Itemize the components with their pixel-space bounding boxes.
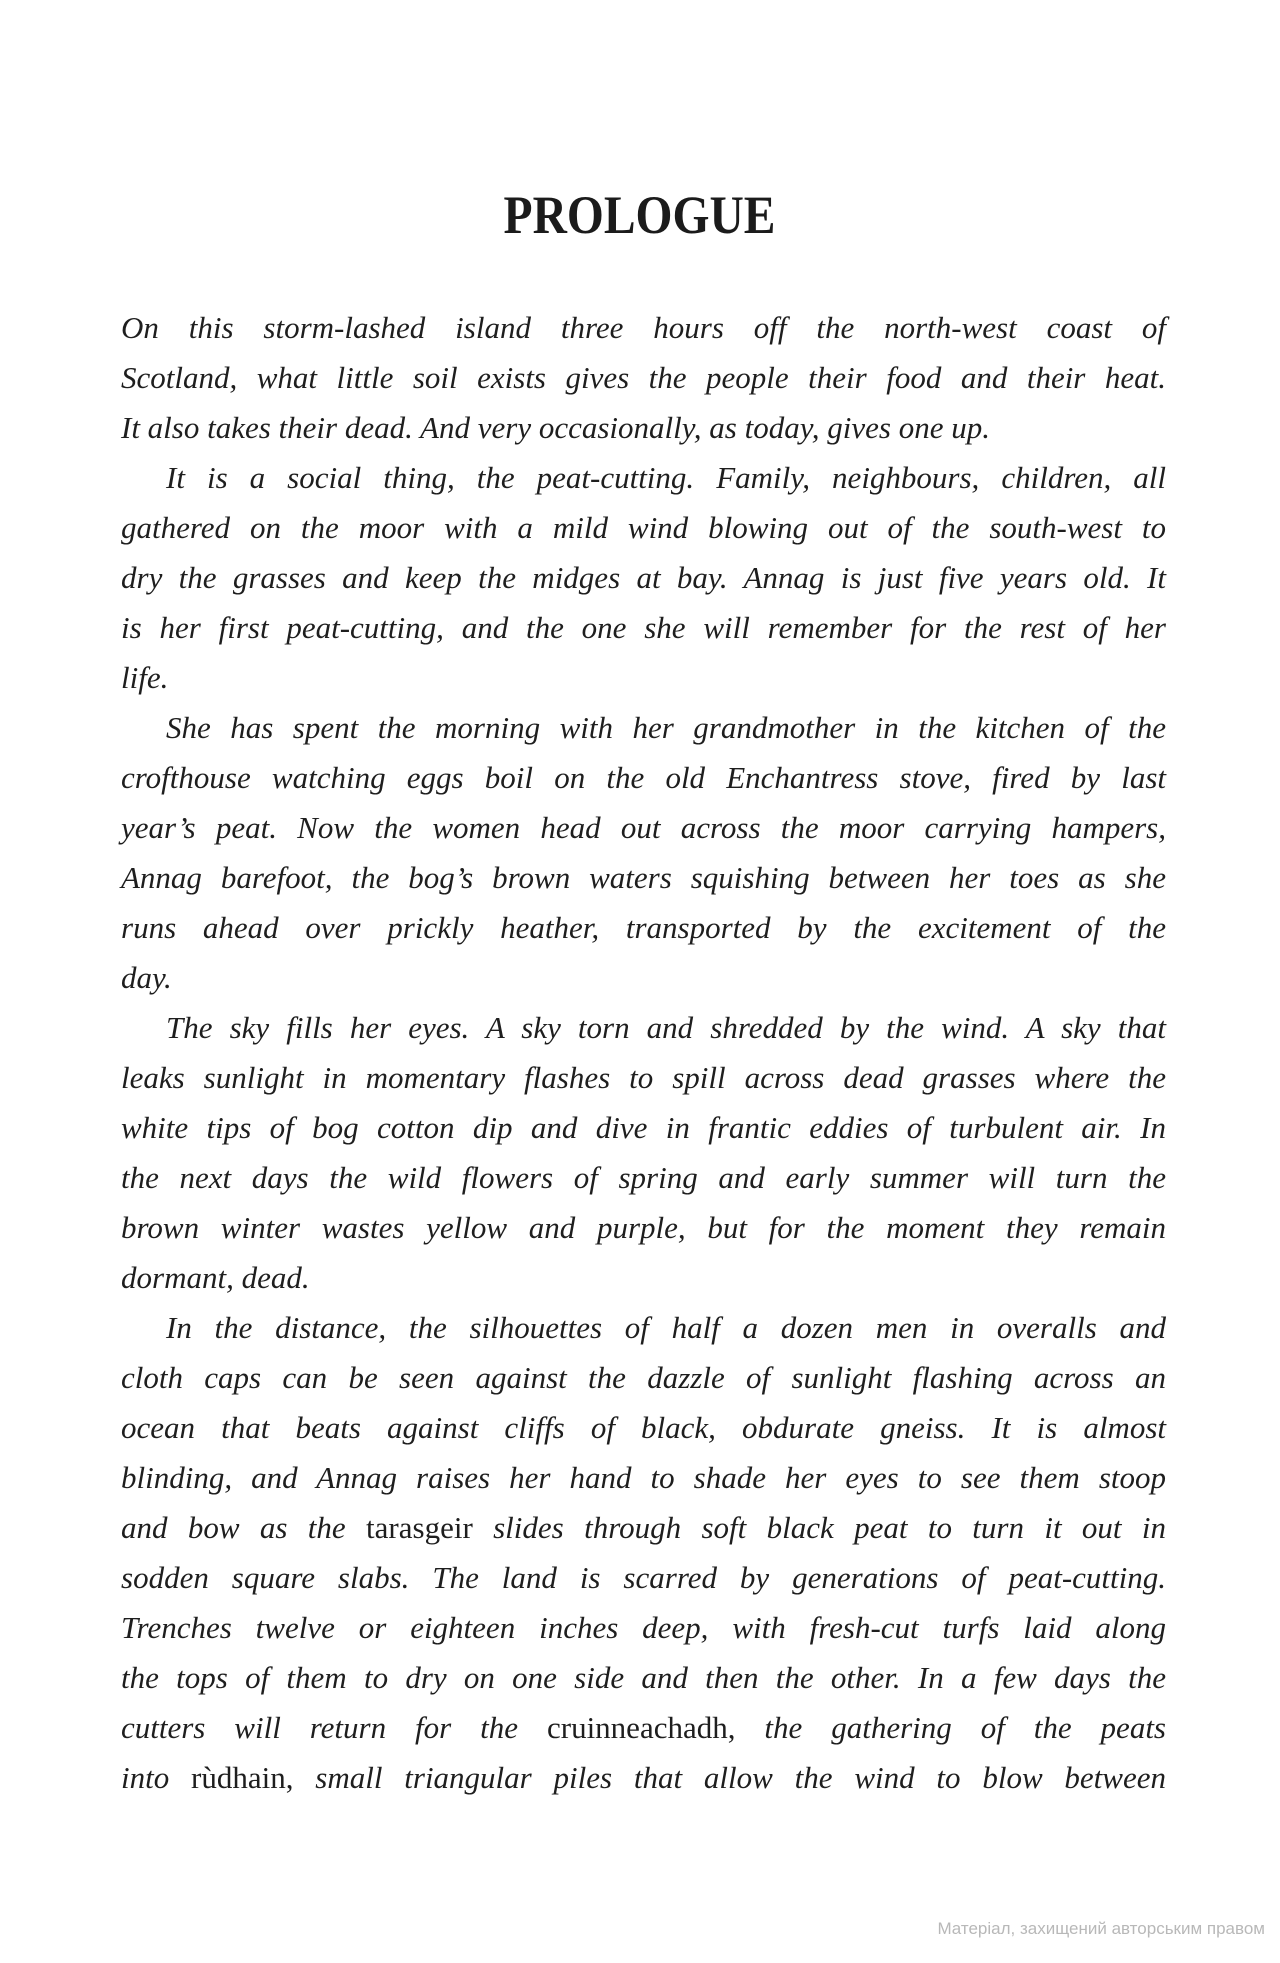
text-line: Scotland, what little soil exists gives the people their food and their heat. (121, 360, 1166, 395)
text-line: The sky fills her eyes. A sky torn and shredded by the wind. A sky that (166, 1010, 1166, 1045)
text-line: runs ahead over prickly heather, transported by the excitement of the (121, 910, 1166, 945)
copyright-watermark: Матеріал, захищений авторським правом (937, 1919, 1265, 1938)
text-line: dry the grasses and keep the midges at bay. Annag is just five years old. It (121, 560, 1166, 595)
text-line: year’s peat. Now the women head out across the moor carrying hampers, (121, 810, 1166, 845)
text-line: It is a social thing, the peat-cutting. Family, neighbours, children, all (166, 460, 1166, 495)
text-line: sodden square slabs. The land is scarred by generations of peat-cutting. (121, 1560, 1166, 1595)
text-line: crofthouse watching eggs boil on the old Enchantress stove, fired by last (121, 760, 1166, 795)
text-line: the tops of them to dry on one side and then the other. In a few days the (121, 1660, 1166, 1695)
text-line: and bow as the tarasgeir slides through soft black peat to turn it out in (121, 1510, 1166, 1545)
chapter-title-text: PROLOGUE (504, 185, 776, 245)
text-line: white tips of bog cotton dip and dive in frantic eddies of turbulent air. In (121, 1110, 1166, 1145)
text-line: ocean that beats against cliffs of black, obdurate gneiss. It is almost (121, 1410, 1166, 1445)
text-line: the next days the wild flowers of spring and early summer will turn the (121, 1160, 1166, 1195)
text-line: It also takes their dead. And very occasionally, as today, gives one up. (121, 410, 990, 445)
text-line: leaks sunlight in momentary flashes to spill across dead grasses where the (121, 1060, 1166, 1095)
body-text (121, 303, 1166, 1803)
text-line: cloth caps can be seen against the dazzle of sunlight flashing across an (121, 1360, 1166, 1395)
chapter-title (0, 185, 1280, 245)
text-line: is her first peat-cutting, and the one she will remember for the rest of her (121, 610, 1166, 645)
text-line: Trenches twelve or eighteen inches deep, with fresh-cut turfs laid along (121, 1610, 1166, 1645)
text-line: gathered on the moor with a mild wind blowing out of the south-west to (121, 510, 1166, 545)
text-line: In the distance, the silhouettes of half a dozen men in overalls and (166, 1310, 1166, 1345)
text-line: blinding, and Annag raises her hand to shade her eyes to see them stoop (121, 1460, 1166, 1495)
text-line: On this storm-lashed island three hours off the north-west coast of (121, 310, 1166, 345)
text-line: Annag barefoot, the bog’s brown waters squishing between her toes as she (121, 860, 1166, 895)
text-line: She has spent the morning with her grandmother in the kitchen of the (166, 710, 1166, 745)
text-line: day. (121, 960, 172, 995)
text-line: cutters will return for the cruinneachadh, the gathering of the peats (121, 1710, 1166, 1745)
text-line: brown winter wastes yellow and purple, but for the moment they remain (121, 1210, 1166, 1245)
text-line: dormant, dead. (121, 1260, 310, 1295)
text-line: life. (121, 660, 169, 695)
text-line: into rùdhain, small triangular piles that allow the wind to blow between (121, 1760, 1166, 1795)
